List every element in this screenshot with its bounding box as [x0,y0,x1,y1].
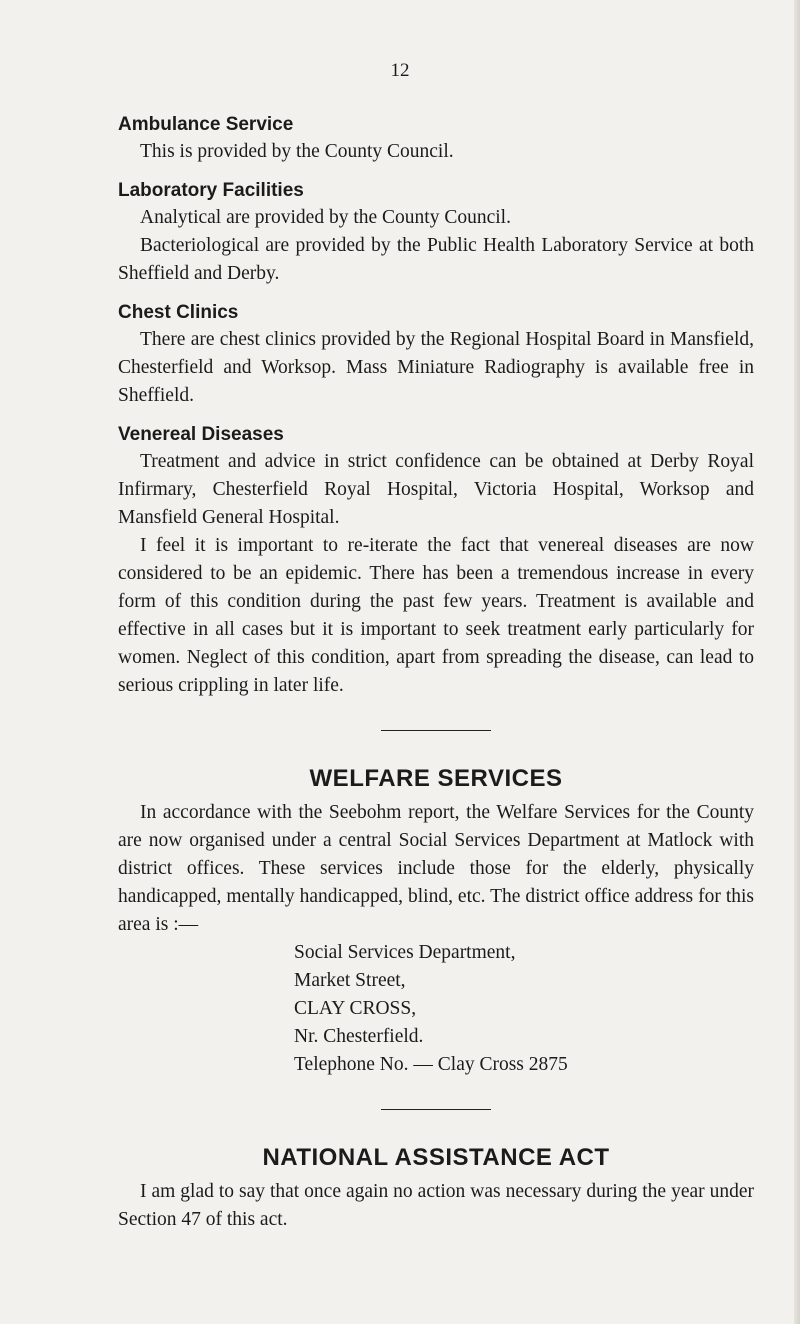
heading-ambulance-service: Ambulance Service [118,114,294,135]
address-block [118,939,754,1079]
section-title-welfare-services: WELFARE SERVICES [309,765,563,792]
heading-laboratory-facilities: Laboratory Facilities [118,180,304,201]
section-divider [381,730,491,731]
heading-chest-clinics: Chest Clinics [118,302,239,323]
paragraph: I feel it is important to re-iterate the fact that venereal diseases are now considered to be an epidemic. There has been a tremendous increase in every form of this condition during the past few years. Treatment is available and effective in all cases but it is important to seek treatment early particularly for women. Neglect of this condition, apart from spreading the disease, can lead to serious crippling in later life. [118,535,754,696]
address-line: Social Services Department, [294,942,516,963]
paragraph: In accordance with the Seebohm report, the Welfare Services for the County are now organised under a central Social Services Department at Matlock with district offices. These services include those for the elderly, physically handicapped, mentally handicapped, blind, etc. The district office address for this area is :— [118,802,754,935]
paragraph: Treatment and advice in strict confidence can be obtained at Derby Royal Infirmary, Chesterfield Royal Hospital, Victoria Hospital, Worksop and Mansfield General Hospital. [118,451,754,528]
page-content [118,112,754,1234]
page-number: 12 [390,60,410,81]
section-title-national-assistance-act: NATIONAL ASSISTANCE ACT [262,1144,610,1171]
address-line: Nr. Chesterfield. [294,1026,424,1047]
paragraph: Analytical are provided by the County Council. [140,207,511,228]
paragraph: This is provided by the County Council. [140,141,454,162]
paragraph: Bacteriological are provided by the Public Health Laboratory Service at both Sheffield and Derby. [118,235,754,284]
address-line: Market Street, [294,970,406,991]
paragraph: There are chest clinics provided by the Regional Hospital Board in Mansfield, Chesterfield and Worksop. Mass Miniature Radiography is available free in Sheffield. [118,329,754,406]
section-divider [381,1109,491,1110]
page-edge-shadow [794,0,800,1324]
heading-venereal-diseases: Venereal Diseases [118,424,284,445]
address-line: CLAY CROSS, [294,998,417,1019]
paragraph: I am glad to say that once again no action was necessary during the year under Section 47 of this act. [118,1181,754,1230]
address-line: Telephone No. — Clay Cross 2875 [294,1054,568,1075]
